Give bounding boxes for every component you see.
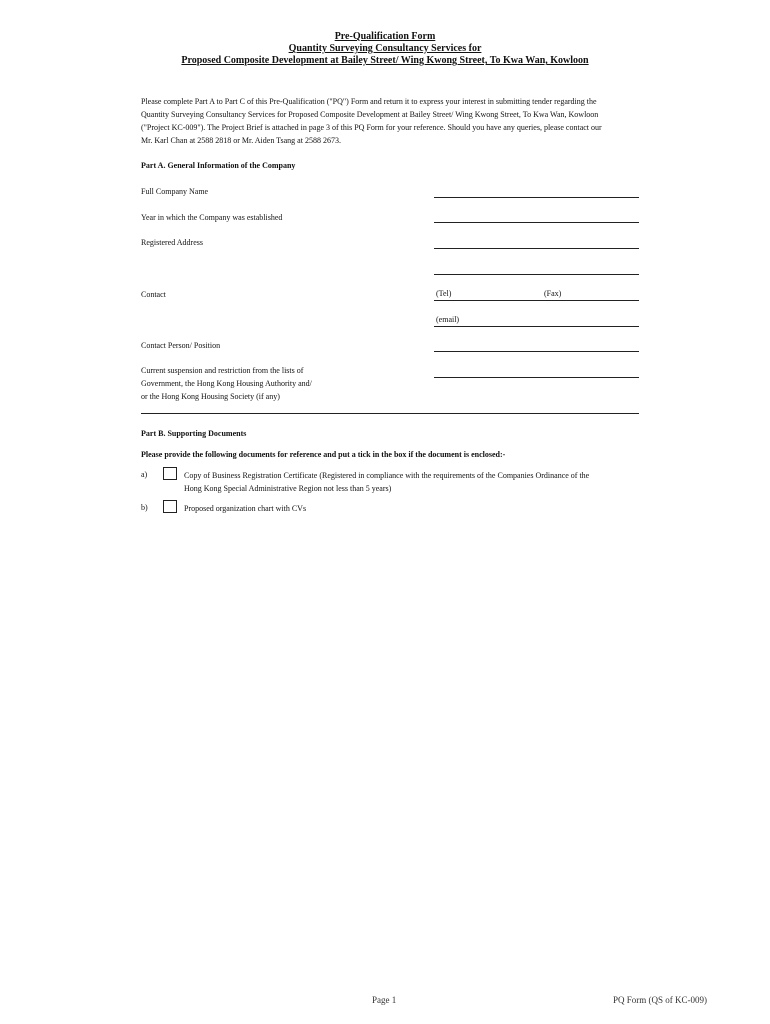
item-a-marker: a) (141, 470, 148, 479)
suspension-line: Government, the Hong Kong Housing Authority and/ (141, 379, 312, 388)
intro-line: ("Project KC-009"). The Project Brief is attached in page 3 of this PQ Form for your reference. Should you have any queries, please contact our (141, 123, 602, 132)
address-label: Registered Address (141, 238, 203, 247)
form-title: Pre-Qualification Form (334, 31, 436, 42)
address-field-line1[interactable] (434, 248, 639, 249)
year-established-label: Year in which the Company was established (141, 213, 283, 222)
item-a-line: Copy of Business Registration Certificate (Registered in compliance with the requirements of the Companies Ordinance of the (184, 471, 590, 480)
tel-fax-field[interactable] (434, 300, 639, 301)
contact-label: Contact (141, 290, 166, 299)
contact-person-label: Contact Person/ Position (141, 341, 221, 350)
item-b-checkbox[interactable] (163, 500, 177, 513)
fax-label: (Fax) (544, 289, 562, 298)
item-a-text (184, 469, 654, 495)
project-title: Proposed Composite Development at Bailey Street/ Wing Kwong Street, To Kwa Wan, Kowloon (181, 55, 589, 66)
form-subtitle: Quantity Surveying Consultancy Services for (288, 43, 482, 54)
page-number: Page 1 (372, 995, 397, 1005)
email-field[interactable] (434, 326, 639, 327)
part-b-instruction: Please provide the following documents for reference and put a tick in the box if the document is enclosed:- (141, 450, 506, 459)
part-b-heading: Part B. Supporting Documents (141, 429, 247, 438)
suspension-line: Current suspension and restriction from the lists of (141, 366, 304, 375)
item-a-checkbox[interactable] (163, 467, 177, 480)
intro-line: Mr. Karl Chan at 2588 2818 or Mr. Aiden Tsang at 2588 2673. (141, 136, 341, 145)
suspension-label (141, 364, 312, 403)
item-b-marker: b) (141, 503, 148, 512)
address-field-line2[interactable] (434, 274, 639, 275)
item-b-line: Proposed organization chart with CVs (184, 504, 307, 513)
company-name-label: Full Company Name (141, 187, 209, 196)
item-b-text (184, 502, 654, 515)
intro-paragraph (141, 95, 661, 147)
form-reference: PQ Form (QS of KC-009) (613, 995, 708, 1005)
year-established-field[interactable] (434, 222, 639, 223)
suspension-field[interactable] (434, 377, 639, 378)
item-a-line: Hong Kong Special Administrative Region not less than 5 years) (184, 484, 392, 493)
suspension-line: or the Hong Kong Housing Society (if any) (141, 392, 280, 401)
intro-line: Please complete Part A to Part C of this Pre-Qualification ("PQ") Form and return it to express your interest in submitting tender regarding the (141, 97, 597, 106)
email-label: (email) (436, 315, 460, 324)
intro-line: Quantity Surveying Consultancy Services for Proposed Composite Development at Bailey Street/ Wing Kwong Street, To Kwa Wan, Kowloon (141, 110, 599, 119)
contact-person-field[interactable] (434, 351, 639, 352)
tel-label: (Tel) (436, 289, 452, 298)
company-name-field[interactable] (434, 197, 639, 198)
part-a-heading: Part A. General Information of the Company (141, 161, 296, 170)
section-divider (141, 413, 639, 414)
